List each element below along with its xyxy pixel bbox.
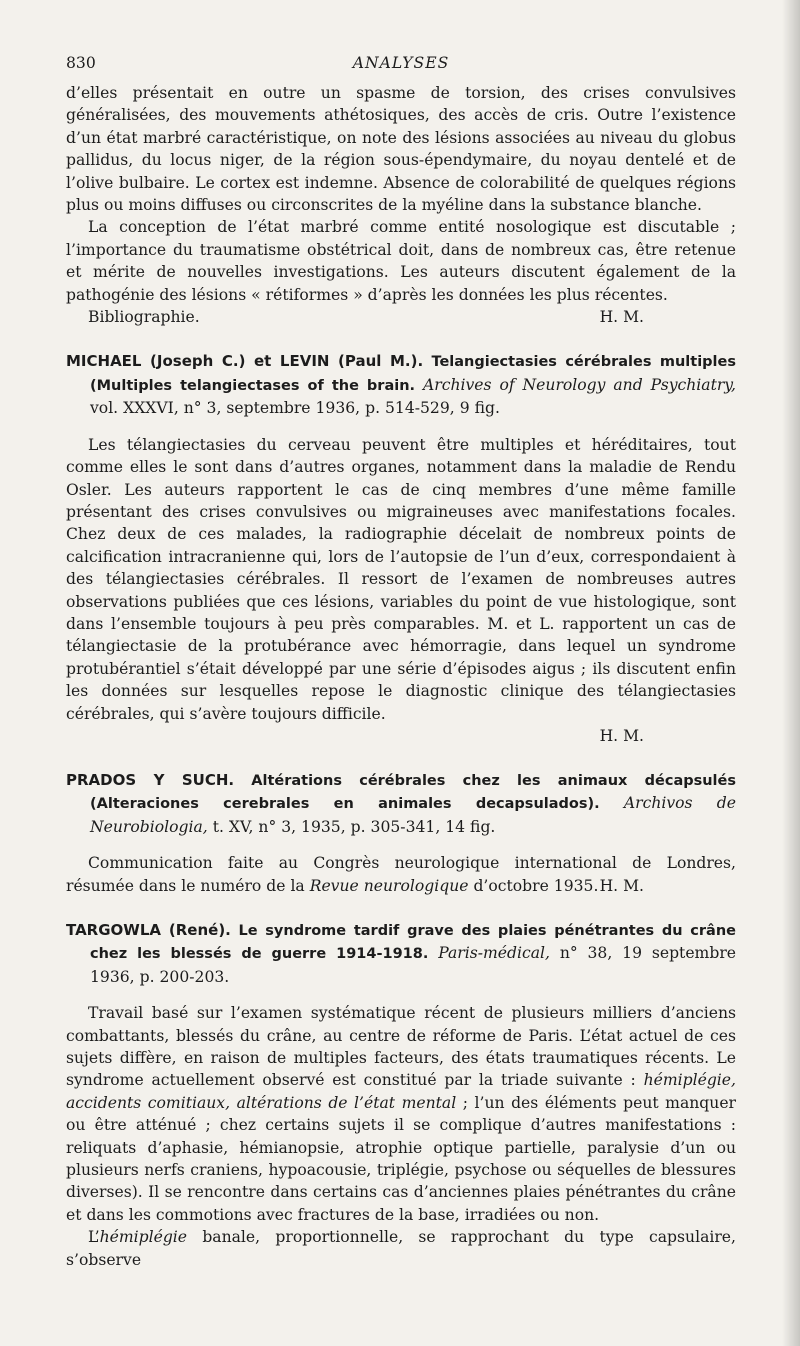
abstract-text: Travail basé sur l’examen systématique récent de plusieurs milliers d’anciens combattants, blessés du crâne, au centre de réforme de Paris. L’état actuel de ces sujets diffère, en raison de multiples facteurs, des états traumatiques récents. Le syndrome actuellement observé est constitué par la triade suivante : xyxy=(66,1004,736,1090)
entry-abstract xyxy=(66,1002,736,1226)
entry-abstract-continued xyxy=(66,1226,736,1271)
abstract-text: banale, proportionnelle, se rapprochant du type capsulaire, s’observe xyxy=(66,1228,736,1269)
entry-title: Le syndrome tardif grave des plaies pénétrantes du crâne chez les blessés de guerre 1914-1918. xyxy=(90,923,736,963)
entry-abstract: Les télangiectasies du cerveau peuvent être multiples et héréditaires, tout comme elles le sont dans d’autres organes, notamment dans la maladie de Rendu Osler. Les auteurs rapportent le cas de cinq membres d’une même famille présentant des crises convulsives ou migraineuses avec manifestations focales. Chez deux de ces malades, la radiographie décelait de nombreux points de calcification intracranienne qui, lors de l’autopsie de l’un d’eux, correspondaient à des télangiectasies cérébrales. Il ressort de l’examen de nombreuses autres observations publiées que ces lésions, variables du point de vue histologique, sont dans l’ensemble toujours à peu près comparables. M. et L. rapportent un cas de télangiectasie de la protubérance avec hémorragie, dans lequel un syndrome protubérantiel s’était développé par une série d’épisodes aigus ; ils discutent enfin les données sur lesquelles repose le diagnostic clinique des télangiectasies cérébrales, qui s’avère toujours difficile. xyxy=(66,435,736,723)
abstract-emphasis: hémiplégie xyxy=(99,1228,188,1247)
abstract-text: Communication faite au Congrès neurologique international de Londres, résumée dans le numéro de la xyxy=(66,854,736,895)
page-number: 830 xyxy=(66,54,96,72)
document-page xyxy=(66,52,736,1271)
entry-authors: MICHAEL (Joseph C.) et LEVIN (Paul M.). xyxy=(66,352,424,371)
entry-details: t. XV, n° 3, 1935, p. 305-341, 14 fig. xyxy=(212,817,496,836)
entry-journal: Archives of Neurology and Psychiatry, xyxy=(423,375,736,394)
entry-authors: PRADOS Y SUCH. xyxy=(66,770,235,789)
entry-title: Altérations cérébrales chez les animaux décapsulés (Alteraciones cerebrales en animales decapsulados). xyxy=(90,772,736,813)
continuation-paragraph: d’elles présentait en outre un spasme de torsion, des crises convulsives généralisées, des mouvements athétosiques, des accès de cris. Outre l’existence d’un état marbré caractéristique, on note des lésions associées au niveau du globus pallidus, du locus niger, de la région sous-épendymaire, du noyau dentelé et de l’olive bulbaire. Le cortex est indemne. Absence de colorabilité de quelques régions plus ou moins diffuses ou circonscrites de la myéline dans la substance blanche. xyxy=(66,84,736,215)
bibliography-label: Bibliographie. xyxy=(88,308,200,327)
abstract-text: ; l’un des éléments peut manquer ou être atténué ; chez certains sujets il se complique d’autres manifestations : reliquats d’aphasie, hémianopsie, atrophie optique partielle, paralysie d’un ou plusieurs nerfs craniens, hypoacousie, triplégie, psychose ou séquelles de blessures diverses). Il se rencontre dans certains cas d’anciennes plaies pénétrantes du crâne et dans les commotions avec fractures de la base, irradiées ou non. xyxy=(66,1093,736,1224)
bibliography-line xyxy=(66,306,736,328)
signature: H. M. xyxy=(599,726,644,745)
entry-authors: TARGOWLA (René). xyxy=(66,921,231,939)
signature-line xyxy=(66,725,736,747)
abstract-text: d’octobre 1935. xyxy=(473,876,599,895)
signature: H. M. xyxy=(599,308,644,327)
abstract-journal: Revue neurologique xyxy=(309,876,469,895)
page-header xyxy=(66,52,736,78)
signature: H. M. xyxy=(599,877,644,895)
entry-journal: Paris-médical, xyxy=(438,944,550,963)
abstract-text: L’ xyxy=(88,1228,100,1247)
continuation-paragraph: La conception de l’état marbré comme entité nosologique est discutable ; l’importance du traumatisme obstétrical doit, dans de nombreux cas, être retenue et mérite de nouvelles investigations. Les auteurs discutent également de la pathogénie des lésions « rétiformes » d’après les données les plus récentes. xyxy=(66,218,736,304)
entry-journal: Archivos de Neurobiologia, xyxy=(90,794,736,836)
running-head: ANALYSES xyxy=(352,54,450,72)
entry-title: Telangiectasies cérébrales multiples (Multiples telangiectases of the brain. xyxy=(90,354,736,394)
entry-details: n° 38, 19 septembre 1936, p. 200-203. xyxy=(90,944,737,986)
reference-entry xyxy=(66,350,736,419)
reference-entry xyxy=(66,919,736,988)
reference-entry xyxy=(66,769,736,838)
signature-line xyxy=(66,875,736,897)
entry-details: vol. XXXVI, n° 3, septembre 1936, p. 514-529, 9 fig. xyxy=(90,399,500,418)
abstract-emphasis: hémiplégie, accidents comitiaux, altérations de l’état mental xyxy=(66,1071,736,1112)
page-edge-shadow xyxy=(782,0,800,1346)
